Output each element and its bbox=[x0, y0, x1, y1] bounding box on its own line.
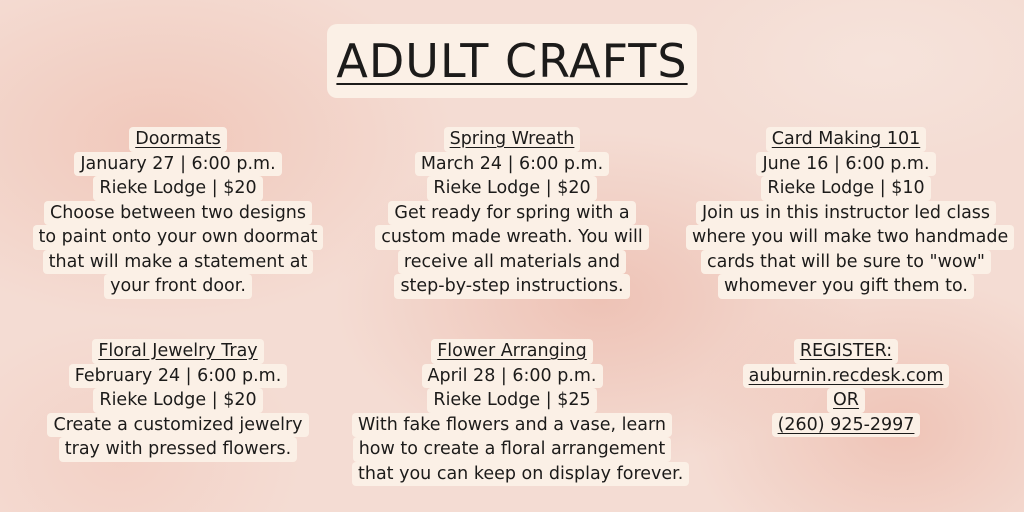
class-desc-line: cards that will be sure to "wow" bbox=[701, 250, 991, 275]
register-info bbox=[686, 339, 1006, 437]
class-desc-line: step-by-step instructions. bbox=[394, 274, 629, 299]
class-place: Rieke Lodge | $20 bbox=[427, 176, 596, 201]
class-place: Rieke Lodge | $20 bbox=[93, 388, 262, 413]
class-date: June 16 | 6:00 p.m. bbox=[756, 152, 935, 177]
class-desc-line: where you will make two handmade bbox=[686, 225, 1014, 250]
class-doormats bbox=[18, 127, 338, 299]
class-desc-line: With fake flowers and a vase, learn bbox=[352, 413, 672, 438]
title-banner bbox=[327, 24, 697, 98]
class-desc-line: that you can keep on display forever. bbox=[352, 462, 689, 487]
class-desc-line: to paint onto your own doormat bbox=[33, 225, 324, 250]
class-floral-jewelry-tray bbox=[18, 339, 338, 462]
register-phone-link[interactable]: (260) 925-2997 bbox=[772, 413, 921, 438]
class-date: April 28 | 6:00 p.m. bbox=[422, 364, 603, 389]
register-label: REGISTER: bbox=[794, 339, 898, 364]
class-desc-line: Create a customized jewelry bbox=[47, 413, 308, 438]
class-desc-line: Get ready for spring with a bbox=[388, 201, 635, 226]
class-desc-line: your front door. bbox=[104, 274, 252, 299]
register-website-link[interactable]: auburnin.recdesk.com bbox=[743, 364, 950, 389]
class-place: Rieke Lodge | $25 bbox=[427, 388, 596, 413]
class-date: January 27 | 6:00 p.m. bbox=[74, 152, 281, 177]
class-date: March 24 | 6:00 p.m. bbox=[415, 152, 609, 177]
class-card-making bbox=[686, 127, 1009, 299]
class-date: February 24 | 6:00 p.m. bbox=[69, 364, 288, 389]
class-desc-line: how to create a floral arrangement bbox=[353, 437, 672, 462]
class-name: Flower Arranging bbox=[431, 339, 593, 364]
class-desc-line: Choose between two designs bbox=[44, 201, 312, 226]
class-spring-wreath bbox=[352, 127, 672, 299]
class-flower-arranging bbox=[352, 339, 684, 486]
register-or: OR bbox=[827, 388, 865, 413]
page-title: ADULT CRAFTS bbox=[336, 34, 688, 88]
class-desc-line: that will make a statement at bbox=[43, 250, 314, 275]
class-desc-line: tray with pressed flowers. bbox=[59, 437, 297, 462]
class-desc-line: receive all materials and bbox=[398, 250, 626, 275]
class-name: Floral Jewelry Tray bbox=[92, 339, 263, 364]
class-desc-line: whomever you gift them to. bbox=[718, 274, 974, 299]
class-name: Spring Wreath bbox=[444, 127, 581, 152]
class-name: Card Making 101 bbox=[766, 127, 927, 152]
class-place: Rieke Lodge | $10 bbox=[761, 176, 930, 201]
class-name: Doormats bbox=[129, 127, 227, 152]
class-desc-line: Join us in this instructor led class bbox=[696, 201, 996, 226]
class-place: Rieke Lodge | $20 bbox=[93, 176, 262, 201]
class-desc-line: custom made wreath. You will bbox=[375, 225, 649, 250]
